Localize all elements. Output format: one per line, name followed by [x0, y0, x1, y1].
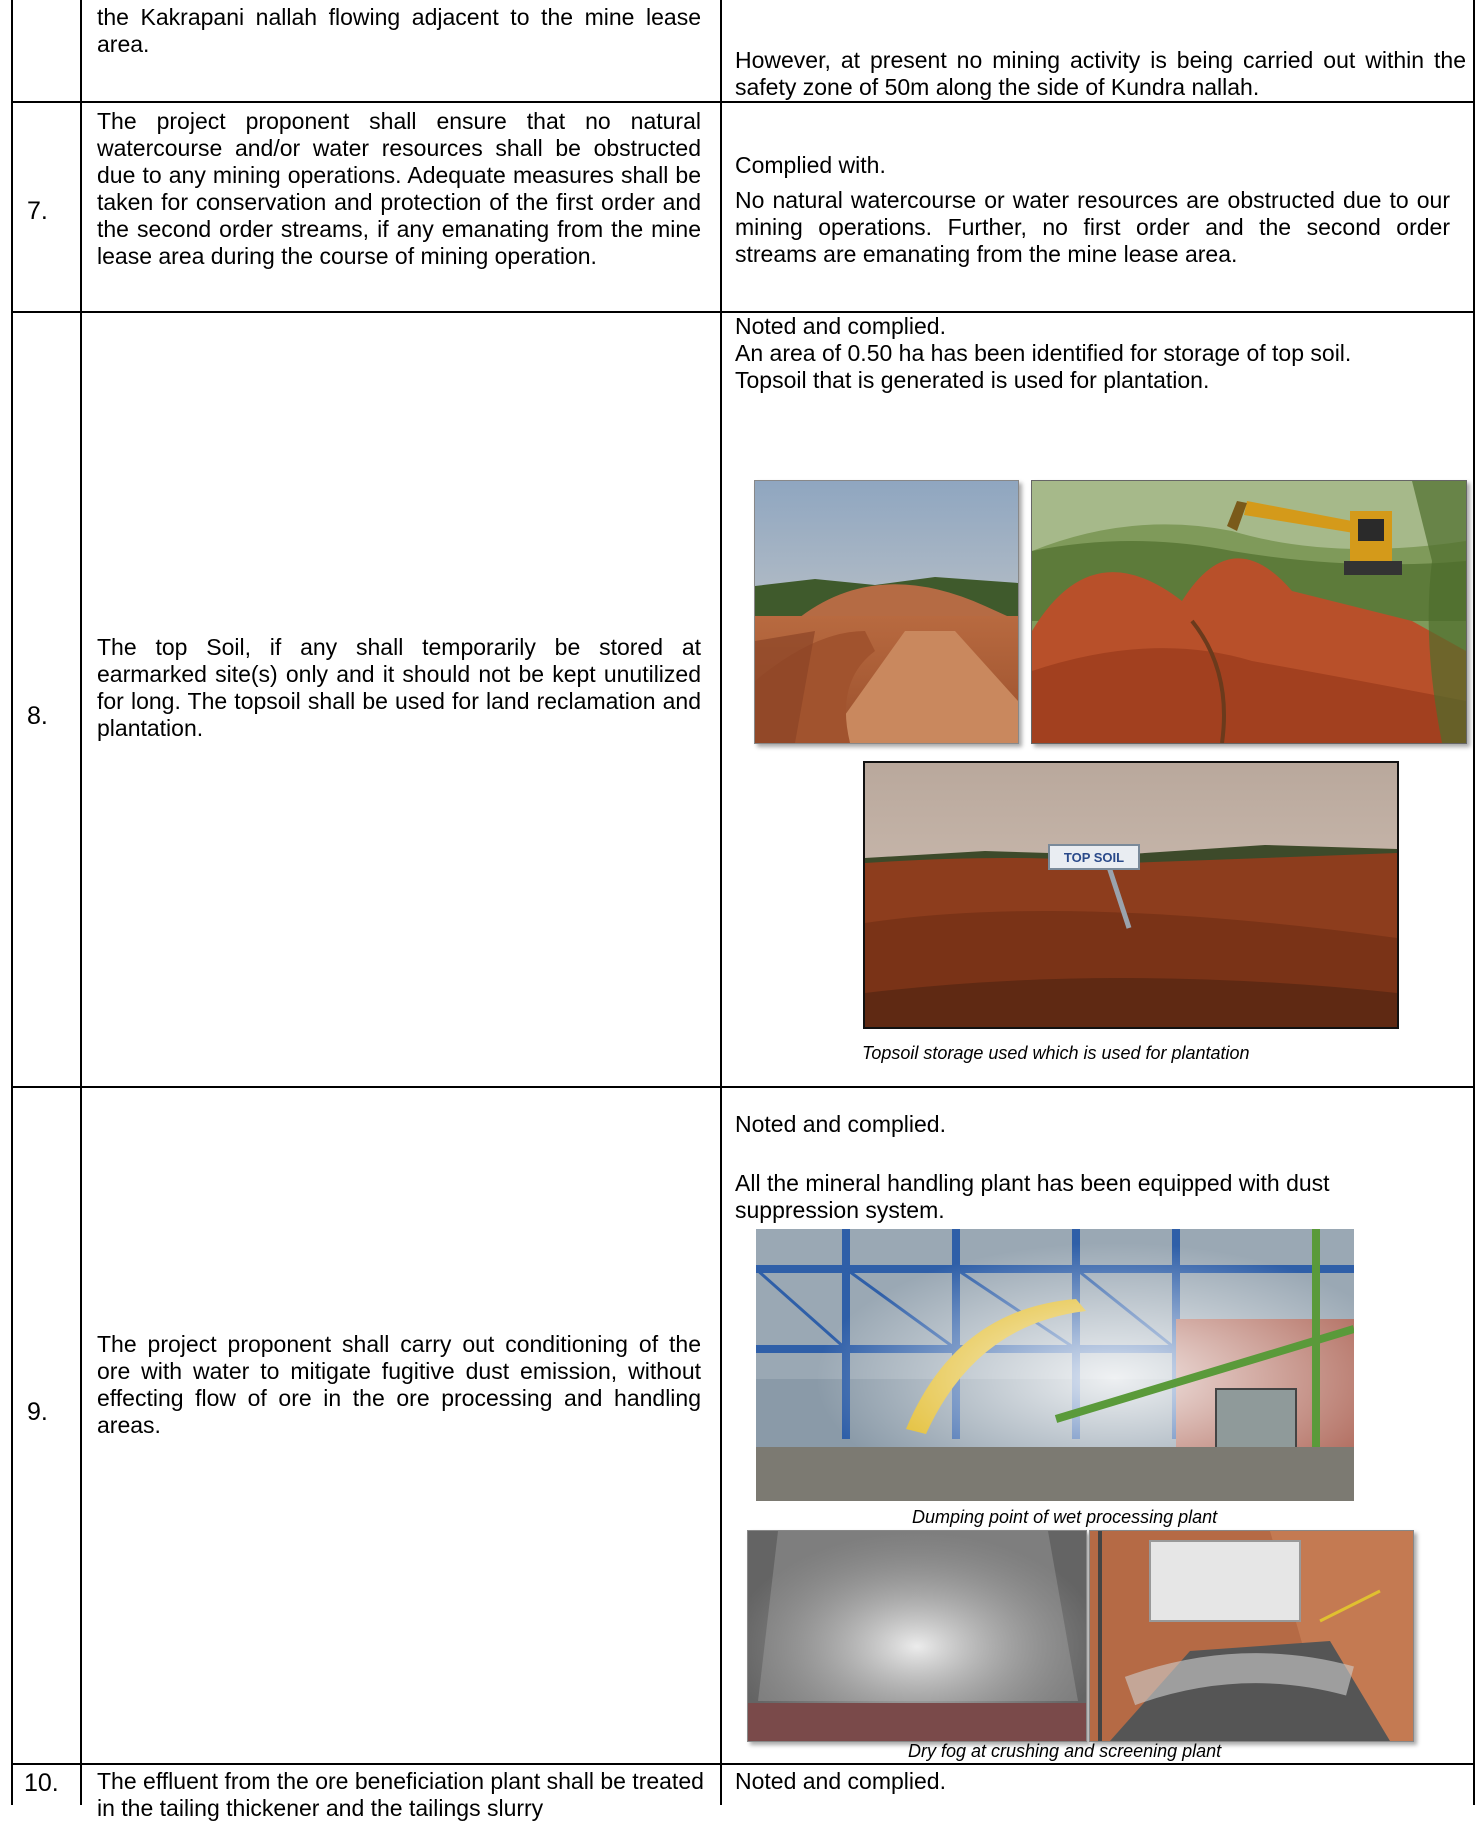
table-border-right [1473, 0, 1475, 1805]
dust-suppression-spray-photo [756, 1229, 1354, 1501]
sign-label: TOP SOIL [1063, 850, 1125, 865]
response-text: Noted and complied. [735, 1111, 946, 1137]
photo-caption: Dumping point of wet processing plant [912, 1507, 1218, 1527]
column-divider-response [720, 0, 722, 1805]
row-number: 10. [24, 1769, 59, 1797]
dry-fog-crushing-photo [747, 1530, 1087, 1742]
photo-caption: Dry fog at crushing and screening plant [908, 1741, 1222, 1761]
photo-caption: Topsoil storage used which is used for plantation [862, 1043, 1250, 1063]
dry-fog-conveyor-photo [1089, 1530, 1414, 1742]
response-text: No natural watercourse or water resources are obstructed due to our mining operations. Further, no first order and the second order streams are emanating from the mine lease area. [735, 187, 1450, 267]
row-number: 7. [27, 197, 48, 225]
topsoil-mound-photo [754, 480, 1019, 744]
row-number: 9. [27, 1398, 48, 1426]
requirement-text: the Kakrapani nallah flowing adjacent to the mine lease area. [97, 4, 701, 57]
column-divider-number [80, 0, 82, 1805]
excavator-soil-photo [1031, 480, 1467, 744]
topsoil-sign-photo [863, 761, 1399, 1029]
response-text: Noted and complied. [735, 1768, 946, 1794]
response-text: All the mineral handling plant has been equipped with dust suppression system. [735, 1170, 1330, 1223]
row-divider [11, 101, 1475, 103]
response-text: However, at present no mining activity is being carried out within the safety zone of 50m along the side of Kundra nallah. [735, 47, 1466, 100]
row-divider [11, 1763, 1475, 1765]
response-text: Noted and complied. [735, 313, 946, 339]
requirement-text: The project proponent shall ensure that no natural watercourse and/or water resources shall be obstructed due to any mining operations. Adequate measures shall be taken for conservation and protection of the first order and the second order streams, if any emanating from the mine lease area during the course of mining operation. [97, 108, 701, 269]
response-text: An area of 0.50 ha has been identified for storage of top soil. [735, 340, 1352, 366]
requirement-text: The project proponent shall carry out conditioning of the ore with water to mitigate fugitive dust emission, without effecting flow of ore in the ore processing and handling areas. [97, 1331, 701, 1438]
response-text: Topsoil that is generated is used for plantation. [735, 367, 1210, 393]
response-text: Complied with. [735, 152, 886, 178]
requirement-text: The top Soil, if any shall temporarily be stored at earmarked site(s) only and it should not be kept unutilized for long. The topsoil shall be used for land reclamation and plantation. [97, 634, 701, 741]
row-number: 8. [27, 702, 48, 730]
row-divider [11, 1086, 1475, 1088]
requirement-text: The effluent from the ore beneficiation plant shall be treated in the tailing thickener and the tailings slurry [97, 1768, 704, 1821]
table-border-left [11, 0, 13, 1805]
